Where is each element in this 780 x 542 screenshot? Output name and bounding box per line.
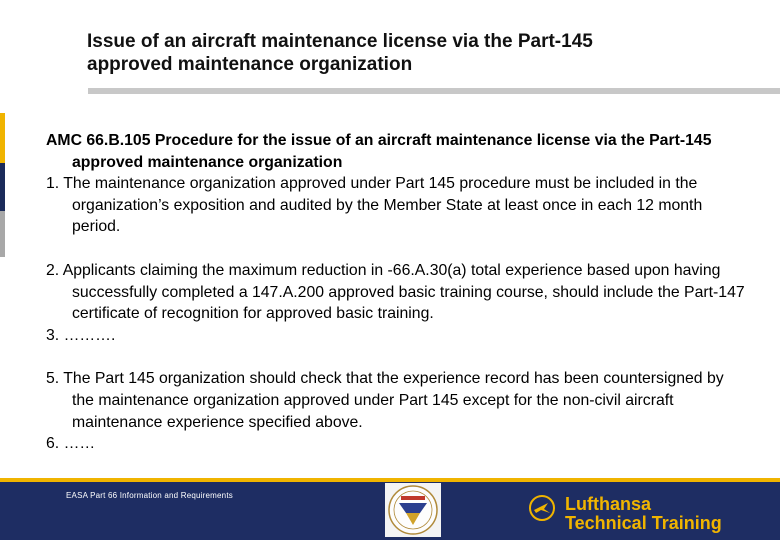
item-6: 6. …… xyxy=(46,435,96,453)
slide-title-line-2: approved maintenance organization xyxy=(87,54,413,75)
slide-body xyxy=(46,130,746,455)
spacer xyxy=(46,346,746,368)
brand-line-1: Lufthansa xyxy=(565,494,652,514)
accent-bar-gray xyxy=(0,211,5,257)
item-3: 3. ………. xyxy=(46,326,116,344)
accent-bar-yellow xyxy=(0,113,5,163)
lufthansa-crane-logo-icon xyxy=(528,494,556,527)
item-2: 2. Applicants claiming the maximum reduction in -66.A.30(a) total experience based upon having successfully completed a 147.A.200 approved basic training course, should include the Part-147 certificate of recognition for approved basic training. xyxy=(46,261,745,323)
spacer xyxy=(46,238,746,260)
slide-title-line-1: Issue of an aircraft maintenance license via the Part-145 xyxy=(87,31,593,52)
footer-stripe xyxy=(0,478,780,482)
title-underline xyxy=(88,88,780,94)
slide-title xyxy=(87,30,737,76)
amc-heading: AMC 66.B.105 Procedure for the issue of an aircraft maintenance license via the Part-145 approved maintenance organization xyxy=(46,132,712,171)
accent-bar-navy xyxy=(0,163,5,211)
item-1: 1. The maintenance organization approved under Part 145 procedure must be included in the organization’s exposition and audited by the Member State at least once in each 12 month period. xyxy=(46,175,703,236)
university-seal-icon xyxy=(385,483,441,537)
brand-wordmark xyxy=(565,495,722,533)
item-5: 5. The Part 145 organization should check that the experience record has been countersigned by the maintenance organization approved under Part 145 except for the non-civil aircraft maintenance experience specified above. xyxy=(46,370,724,431)
footer-caption: EASA Part 66 Information and Requirements xyxy=(66,491,233,500)
brand-line-2: Technical Training xyxy=(565,513,722,533)
